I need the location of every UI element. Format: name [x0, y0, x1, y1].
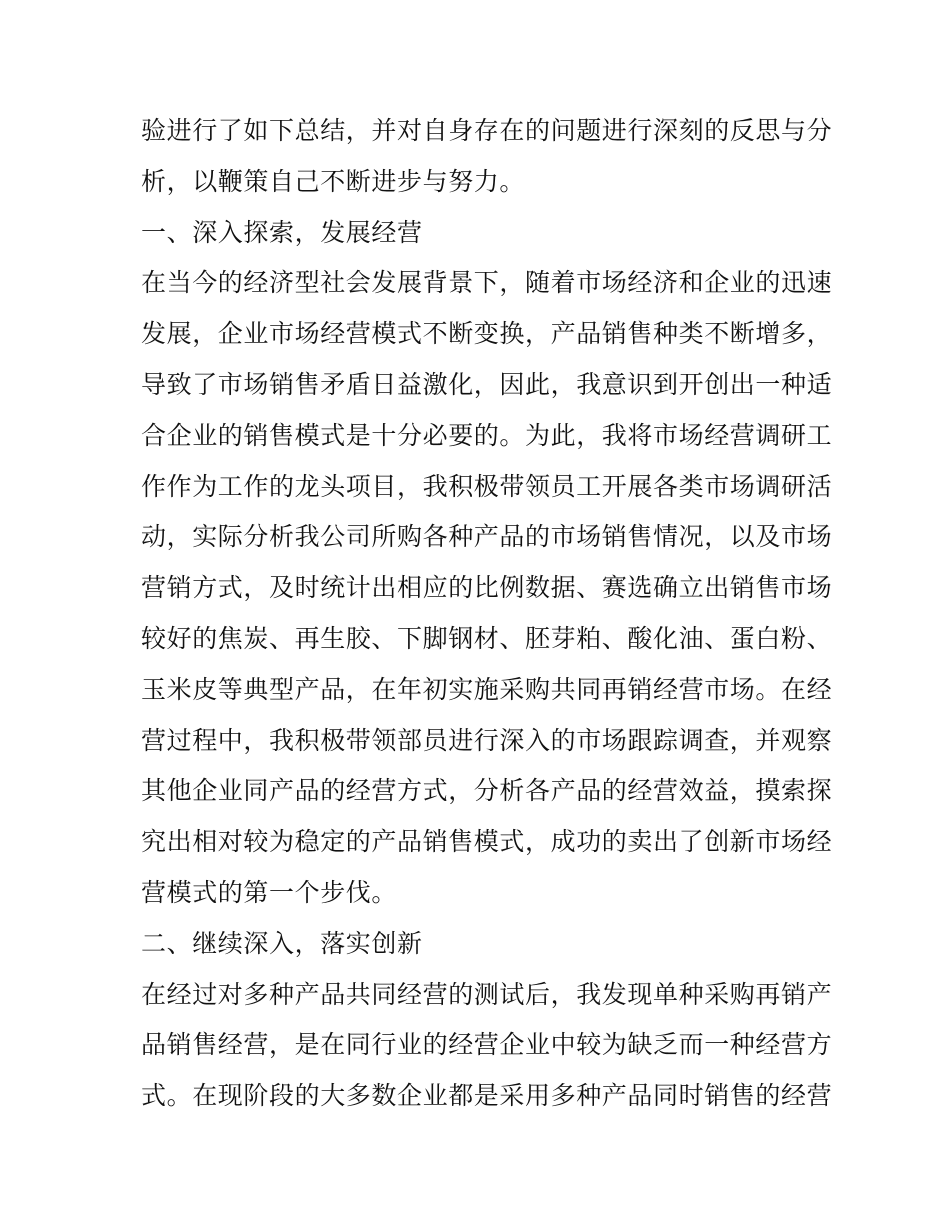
- body-text-line: 验进行了如下总结，并对自身存在的问题进行深刻的反思与分: [141, 116, 833, 145]
- body-text-line: 营模式的第一个步伐。: [141, 877, 398, 907]
- body-text-line: 导致了市场销售矛盾日益激化，因此，我意识到开创出一种适: [141, 369, 833, 399]
- body-text-line: 发展，企业市场经营模式不断变换，产品销售种类不断增多，: [141, 319, 833, 349]
- body-text-line: 合企业的销售模式是十分必要的。为此，我将市场经营调研工: [141, 420, 833, 450]
- body-text-line: 品销售经营，是在同行业的经营企业中较为缺乏而一种经营方: [141, 1030, 833, 1060]
- body-text-line: 其他企业同产品的经营方式，分析各产品的经营效益，摸索探: [141, 776, 833, 806]
- section-heading-2: 二、继续深入，落实创新: [141, 928, 423, 958]
- body-text-line: 玉米皮等典型产品，在年初实施采购共同再销经营市场。在经: [141, 674, 833, 704]
- body-text-line: 在经过对多种产品共同经营的测试后，我发现单种采购再销产: [141, 979, 833, 1009]
- body-text-line: 在当今的经济型社会发展背景下，随着市场经济和企业的迅速: [141, 268, 833, 298]
- body-text-line: 作作为工作的龙头项目，我积极带领员工开展各类市场调研活: [141, 471, 833, 501]
- body-text-line: 析，以鞭策自己不断进步与努力。: [141, 166, 526, 196]
- body-text-line: 动，实际分析我公司所购各种产品的市场销售情况，以及市场: [141, 522, 833, 552]
- section-heading-1: 一、深入探索，发展经营: [141, 217, 423, 247]
- body-text-line: 营销方式，及时统计出相应的比例数据、赛选确立出销售市场: [141, 573, 833, 603]
- body-text-line: 营过程中，我积极带领部员进行深入的市场跟踪调查，并观察: [141, 725, 833, 755]
- body-text-line: 式。在现阶段的大多数企业都是采用多种产品同时销售的经营: [141, 1081, 833, 1111]
- body-text-line: 较好的焦炭、再生胶、下脚钢材、胚芽粕、酸化油、蛋白粉、: [141, 623, 833, 653]
- body-text-line: 究出相对较为稳定的产品销售模式，成功的卖出了创新市场经: [141, 827, 833, 857]
- document-body: [141, 106, 833, 1122]
